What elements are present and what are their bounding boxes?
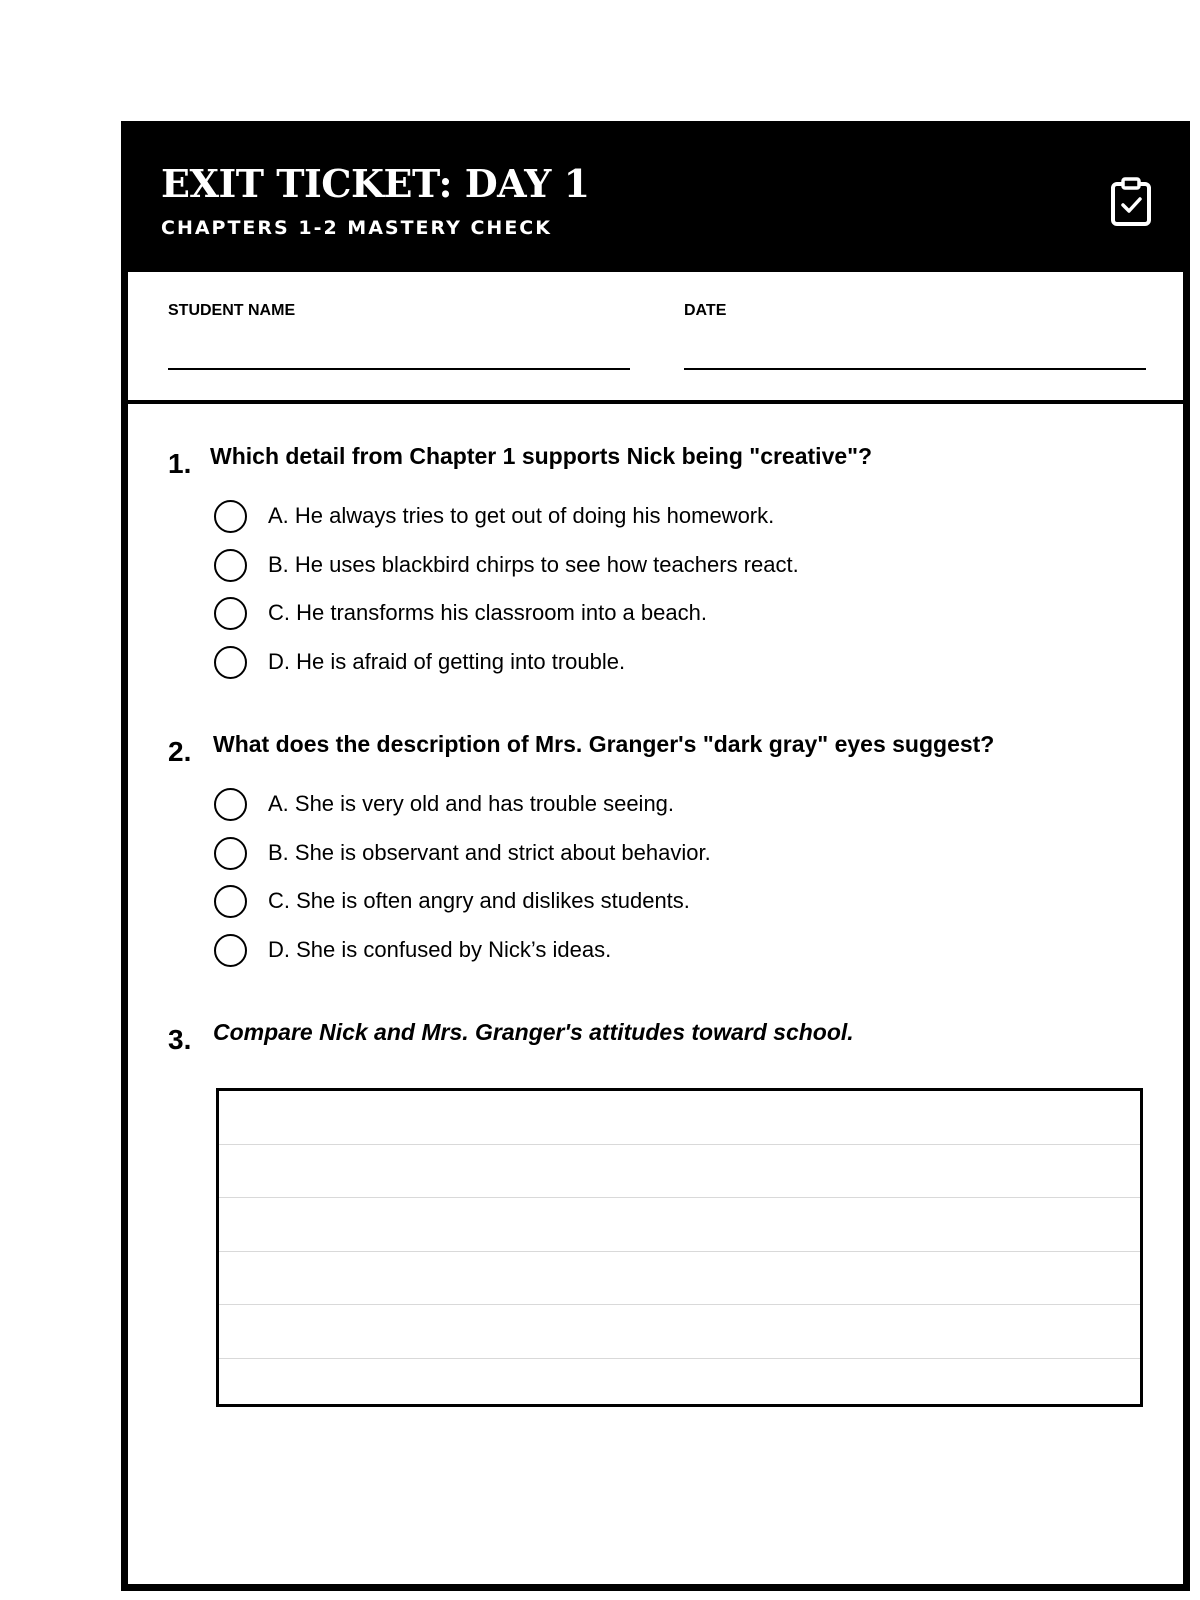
writing-line — [219, 1251, 1140, 1252]
question-number: 3. — [168, 1024, 192, 1055]
question-text: What does the description of Mrs. Granger's "dark gray" eyes suggest? — [213, 731, 995, 757]
exit-ticket-sheet — [121, 121, 1190, 1591]
option-label: C. He transforms his classroom into a beach. — [268, 600, 707, 625]
radio-button-icon[interactable] — [214, 549, 247, 582]
page-title: EXIT TICKET: DAY 1 — [161, 161, 590, 206]
writing-line — [219, 1144, 1140, 1145]
question-number: 1. — [168, 448, 192, 479]
date-line[interactable] — [684, 368, 1146, 370]
clipboard-check-icon — [1110, 177, 1152, 227]
option-d[interactable] — [214, 934, 1114, 983]
question-text: Which detail from Chapter 1 supports Nick being "creative"? — [210, 443, 873, 469]
option-label: B. She is observant and strict about behavior. — [268, 839, 711, 865]
option-label: D. She is confused by Nick’s ideas. — [268, 936, 612, 962]
student-name-field[interactable] — [168, 272, 630, 400]
option-label: B. He uses blackbird chirps to see how teachers react. — [268, 551, 799, 577]
date-label: DATE — [684, 302, 727, 319]
date-field[interactable] — [684, 272, 1146, 400]
student-name-label: STUDENT NAME — [168, 302, 296, 319]
option-label: A. He always tries to get out of doing his homework. — [268, 503, 775, 528]
student-info-row — [128, 272, 1183, 404]
radio-button-icon[interactable] — [214, 500, 247, 533]
radio-button-icon[interactable] — [214, 934, 247, 967]
header-banner — [127, 127, 1184, 272]
writing-line — [219, 1197, 1140, 1198]
option-c[interactable] — [214, 597, 1114, 646]
answer-options — [214, 500, 1114, 694]
writing-line — [219, 1304, 1140, 1305]
option-label: C. She is often angry and dislikes students. — [268, 888, 690, 913]
question-number: 2. — [168, 736, 192, 767]
student-name-line[interactable] — [168, 368, 630, 370]
option-a[interactable] — [214, 500, 1114, 549]
radio-button-icon[interactable] — [214, 646, 247, 679]
option-c[interactable] — [214, 885, 1114, 934]
answer-options — [214, 788, 1114, 982]
option-a[interactable] — [214, 788, 1114, 837]
written-response-box[interactable] — [216, 1088, 1143, 1407]
option-d[interactable] — [214, 646, 1114, 695]
option-label: D. He is afraid of getting into trouble. — [268, 648, 626, 674]
option-b[interactable] — [214, 549, 1114, 598]
radio-button-icon[interactable] — [214, 837, 247, 870]
writing-line — [219, 1358, 1140, 1359]
page-subtitle: CHAPTERS 1-2 MASTERY CHECK — [161, 217, 552, 239]
option-b[interactable] — [214, 837, 1114, 886]
radio-button-icon[interactable] — [214, 885, 247, 918]
option-label: A. She is very old and has trouble seeing. — [268, 791, 675, 816]
question-text: Compare Nick and Mrs. Granger's attitudes toward school. — [213, 1019, 854, 1045]
radio-button-icon[interactable] — [214, 788, 247, 821]
radio-button-icon[interactable] — [214, 597, 247, 630]
